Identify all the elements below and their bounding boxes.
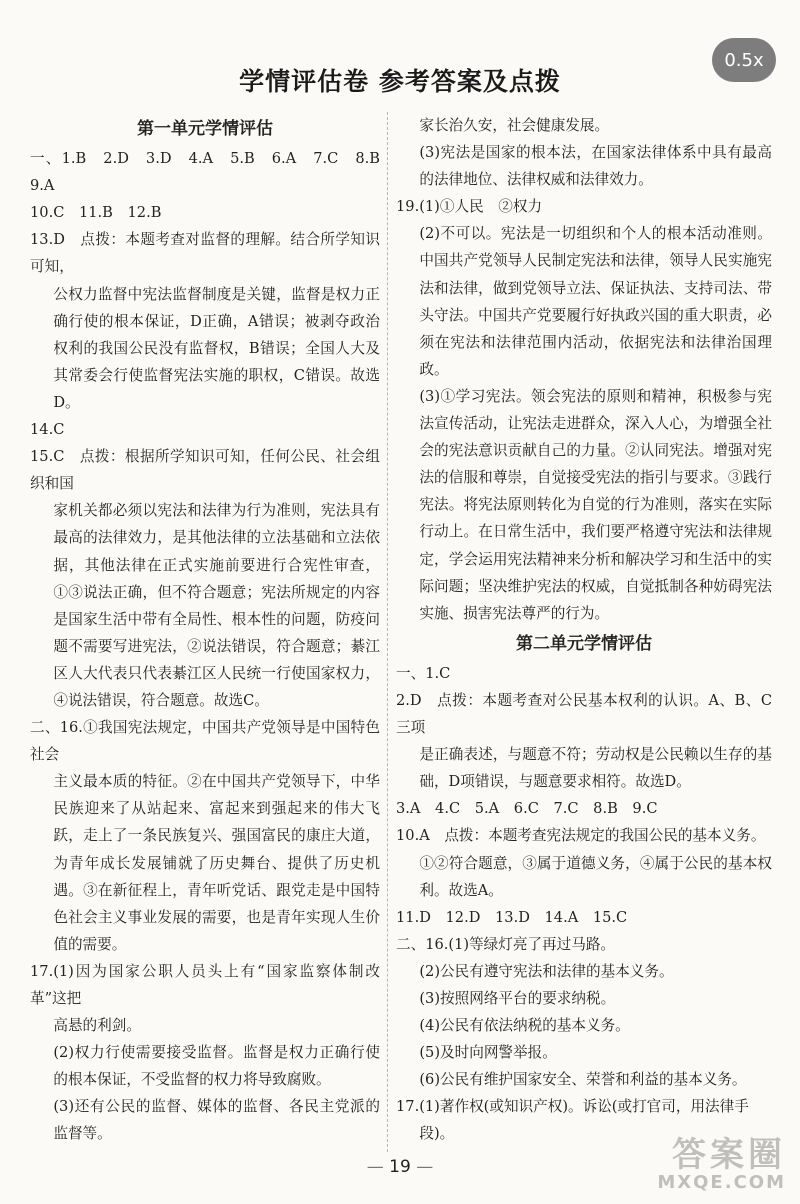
answer-paragraph: (2)不可以。宪法是一切组织和个人的根本活动准则。中国共产党领导人民制定宪法和法律，领导人民实施宪法和法律，做到党领导立法、保证执法、支持司法、带头守法。中国共产党要履行好执政兴国的重大职责，必须在宪法和法律范围内活动，依据宪法和法律治国理政。: [419, 225, 772, 378]
answer-paragraph: 19.(1)①人民 ②权力: [396, 198, 543, 216]
answer-paragraph: 11.D 12.D 13.D 14.A 15.C: [396, 908, 628, 926]
answer-paragraph: 公权力监督中宪法监督制度是关键，监督是权力正确行使的根本保证，D正确，A错误；被剥夺政治权利的我国公民没有监督权，B错误；全国人大及其常委会行使监督宪法实施的职权，C错误。故选D。: [53, 285, 380, 411]
answer-paragraph: 一、1.C: [396, 664, 451, 682]
answer-paragraph: 3.A 4.C 5.A 6.C 7.C 8.B 9.C: [396, 800, 658, 818]
page-number-value: 19: [389, 1157, 411, 1177]
answer-paragraph: 17.(1)著作权(或知识产权)。诉讼(或打官司，用法律手: [396, 1098, 749, 1116]
section-heading: 第二单元学情评估: [516, 633, 652, 654]
answer-paragraph: [30, 1148, 380, 1152]
watermark-logo-text: 答案圈: [672, 1135, 786, 1175]
answer-paragraph: 17.(1)因为国家公职人员头上有“国家监察体制改革”这把: [30, 962, 380, 1007]
answer-paragraph: 二、16.①我国宪法规定，中国共产党领导是中国特色社会: [30, 719, 380, 764]
site-watermark: [590, 1135, 786, 1196]
right-column: [396, 112, 772, 1152]
watermark-url: MXQE.COM: [657, 1172, 786, 1193]
answer-paragraph: (3)①学习宪法。领会宪法的原则和精神，积极参与宪法宣传活动，让宪法走进群众，深入人心，为增强全社会的宪法意识贡献自己的力量。②认同宪法。增强对宪法的信服和尊崇，自觉接受宪法的指引与要求。③践行宪法。将宪法原则转化为自觉的行为准则，落实在实际行动上。在日常生活中，我们要严格遵守宪法和法律规定，学会运用宪法精神来分析和解决学习和生活中的实际问题；坚决维护宪法的权威，自觉抵制各种妨碍宪法实施、损害宪法尊严的行为。: [419, 387, 772, 622]
answer-paragraph: (3)还有公民的监督、媒体的监督、各民主党派的监督等。: [53, 1098, 380, 1143]
left-column: [30, 112, 380, 1152]
answer-paragraph: 是正确表述，与题意不符；劳动权是公民赖以生存的基础，D项错误，与题意要求相符。故选D。: [419, 746, 772, 791]
page-number: — 19 —: [366, 1157, 434, 1177]
answer-paragraph: (6)公民有维护国家安全、荣誉和利益的基本义务。: [419, 1071, 747, 1089]
section-heading: 第一单元学情评估: [137, 119, 273, 139]
answer-paragraph: 家长治久安，社会健康发展。: [419, 117, 610, 134]
answer-paragraph: (4)公民有依法纳税的基本义务。: [419, 1017, 630, 1035]
answer-paragraph: 10.C 11.B 12.B: [30, 204, 162, 222]
answer-paragraph: (5)及时向网警举报。: [419, 1044, 557, 1062]
page-title: 学情评估卷 参考答案及点拨: [239, 67, 561, 96]
answer-paragraph: 主义最本质的特征。②在中国共产党领导下，中华民族迎来了从站起来、富起来到强起来的伟大飞跃，走上了一条民族复兴、强国富民的康庄大道，为青年成长发展铺就了历史舞台、提供了历史机遇。③在新征程上，青年听党话、跟党走是中国特色社会主义事业发展的需要，也是青年实现人生价值的需要。: [53, 773, 380, 953]
answer-paragraph: 一、1.B 2.D 3.D 4.A 5.B 6.A 7.C 8.B 9.A: [30, 150, 380, 195]
answer-paragraph: (2)公民有遵守宪法和法律的基本义务。: [419, 962, 674, 980]
answer-paragraph: 家机关都必须以宪法和法律为行为准则，宪法具有最高的法律效力，是其他法律的立法基础和立法依据，其他法律在正式实施前要进行合宪性审查，①③说法正确，但不符合题意；宪法所规定的内容是国家生活中带有全局性、根本性的问题，防疫问题不需要写进宪法，②说法错误，符合题意；綦江区人大代表只代表綦江区人民统一行使国家权力，④说法错误，符合题意。故选C。: [53, 502, 380, 709]
answer-paragraph: (2)权力行使需要接受监督。监督是权力正确行使的根本保证，不受监督的权力将导致腐败。: [53, 1044, 380, 1089]
answer-paragraph: 段)。: [419, 1125, 455, 1143]
answer-paragraph: (3)宪法是国家的根本法，在国家法律体系中具有最高的法律地位、法律权威和法律效力。: [419, 144, 772, 189]
answer-paragraph: 二、16.(1)等绿灯亮了再过马路。: [396, 935, 616, 953]
answer-paragraph: 10.A 点拨：本题考查宪法规定的我国公民的基本义务。: [396, 827, 766, 845]
answer-paragraph: 2.D 点拨：本题考查对公民基本权利的认识。A、B、C三项: [396, 691, 772, 737]
answer-paragraph: ①②符合题意，③属于道德义务，④属于公民的基本权利。故选A。: [419, 854, 772, 899]
column-divider: [387, 112, 388, 1152]
answer-paragraph: 14.C: [30, 421, 65, 439]
answer-paragraph: (3)按照网络平台的要求纳税。: [419, 990, 616, 1007]
zoom-level-badge[interactable]: 0.5x: [712, 38, 776, 82]
answer-paragraph: 15.C 点拨：根据所学知识可知，任何公民、社会组织和国: [30, 448, 380, 493]
answer-paragraph: 高悬的利剑。: [53, 1017, 141, 1035]
answer-paragraph: 13.D 点拨：本题考查对监督的理解。结合所学知识可知，: [30, 231, 380, 276]
